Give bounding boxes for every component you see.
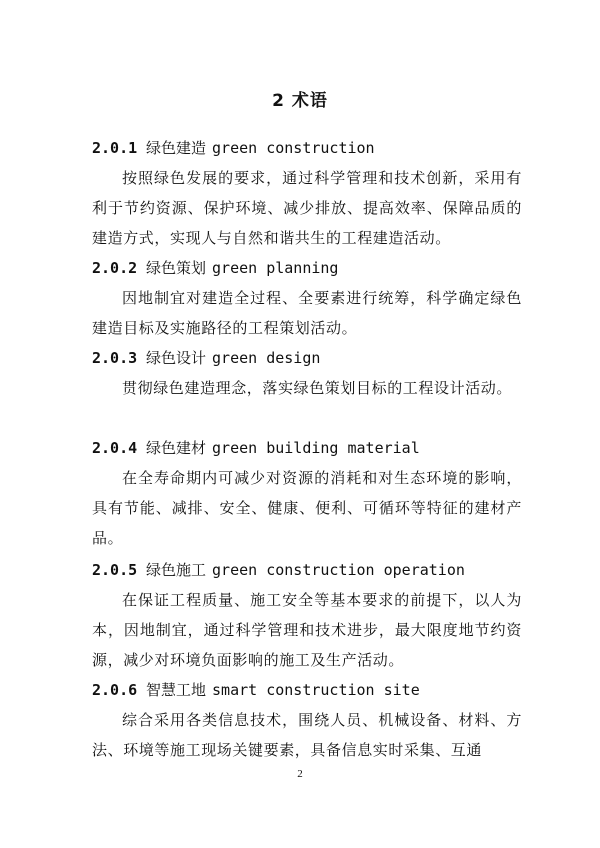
term-name-english: green building material: [212, 439, 420, 457]
term-name-english: green construction: [212, 139, 375, 157]
term-entry: [92, 253, 522, 343]
term-name-chinese: 绿色建造: [146, 139, 207, 157]
term-entry: [92, 433, 522, 553]
term-name-chinese: 绿色建材: [146, 439, 207, 457]
term-heading: [92, 343, 522, 373]
term-name-chinese: 绿色策划: [146, 259, 207, 277]
term-definition: 贯彻绿色建造理念，落实绿色策划目标的工程设计活动。: [122, 379, 513, 397]
term-name-english: green design: [212, 349, 321, 367]
term-entry: [92, 555, 522, 675]
term-definition: 因地制宜对建造全过程、全要素进行统筹，科学确定绿色建造目标及实施路径的工程策划活动。: [92, 289, 522, 337]
term-number: 2.0.3: [92, 349, 138, 367]
term-name-chinese: 绿色设计: [146, 349, 207, 367]
term-number: 2.0.2: [92, 259, 138, 277]
term-name-english: green planning: [212, 259, 339, 277]
term-entry: [92, 343, 522, 403]
term-name-english: green construction operation: [212, 561, 465, 579]
term-name-english: smart construction site: [212, 681, 420, 699]
term-entry: [92, 133, 522, 253]
term-number: 2.0.1: [92, 139, 138, 157]
page-number: 2: [297, 768, 303, 780]
term-definition: 按照绿色发展的要求，通过科学管理和技术创新，采用有利于节约资源、保护环境、减少排放、提高效率、保障品质的建造方式，实现人与自然和谐共生的工程建造活动。: [92, 169, 522, 247]
term-heading: [92, 433, 522, 463]
term-name-chinese: 智慧工地: [146, 681, 207, 699]
term-definition: 在保证工程质量、施工安全等基本要求的前提下，以人为本，因地制宜，通过科学管理和技术进步，最大限度地节约资源，减少对环境负面影响的施工及生产活动。: [92, 591, 522, 669]
term-heading: [92, 555, 522, 585]
term-heading: [92, 133, 522, 163]
term-entry: [92, 675, 522, 765]
term-definition: 综合采用各类信息技术，围绕人员、机械设备、材料、方法、环境等施工现场关键要素，具备信息实时采集、互通: [92, 711, 522, 759]
term-heading: [92, 253, 522, 283]
chapter-title: 2 术语: [272, 91, 328, 111]
term-heading: [92, 675, 522, 705]
term-number: 2.0.6: [92, 681, 138, 699]
term-name-chinese: 绿色施工: [146, 561, 207, 579]
term-number: 2.0.5: [92, 561, 138, 579]
term-definition: 在全寿命期内可减少对资源的消耗和对生态环境的影响，具有节能、减排、安全、健康、便利、可循环等特征的建材产品。: [92, 469, 522, 547]
term-number: 2.0.4: [92, 439, 138, 457]
